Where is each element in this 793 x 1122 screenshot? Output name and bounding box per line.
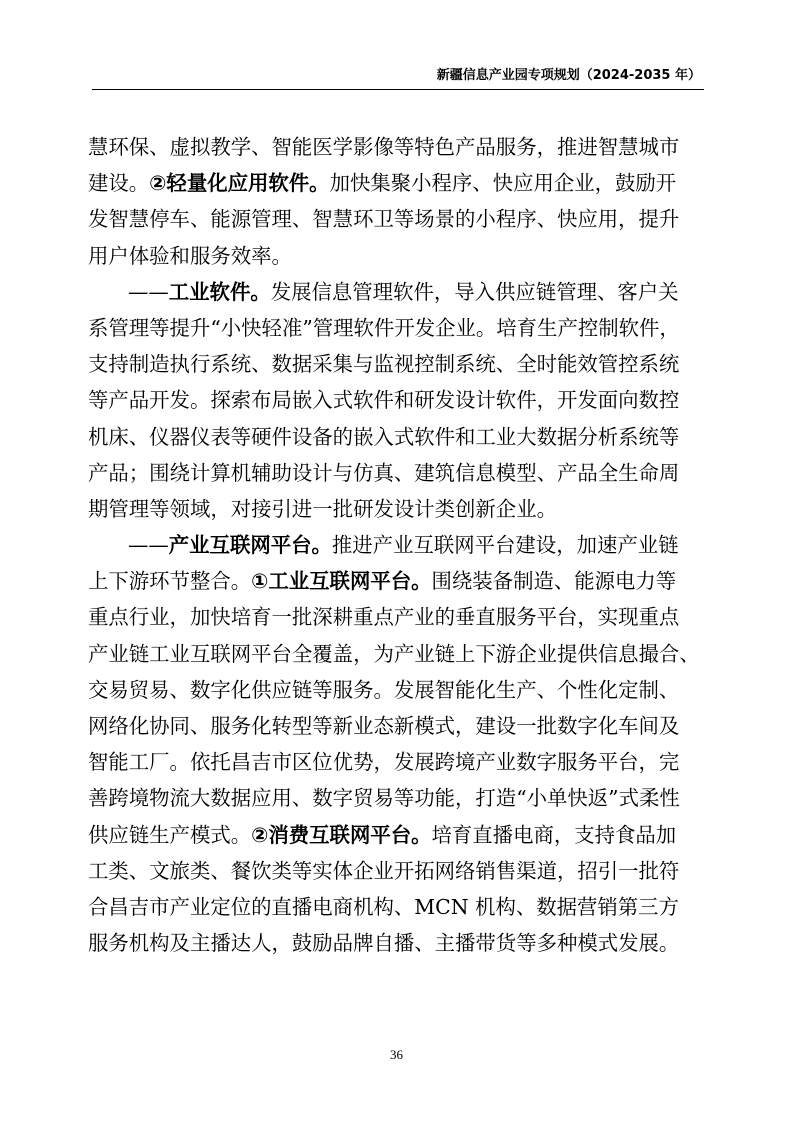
header-rule	[92, 89, 704, 90]
text-run: 加快集聚小程序、快应用企业，鼓励开	[329, 171, 677, 196]
page-header-title: 新疆信息产业园专项规划（2024-2035 年）	[436, 68, 701, 83]
text-run: 慧环保、虚拟教学、智能医学影像等特色产品服务，推进智慧城市	[88, 135, 680, 159]
text-run: 产品；围绕计算机辅助设计与仿真、建筑信息模型、产品全生命周	[88, 460, 680, 485]
body-line	[88, 346, 710, 382]
heading-consumer-internet-platform: ②消费互联网平台。	[251, 822, 432, 847]
body-line	[88, 599, 710, 635]
body-line	[88, 274, 710, 310]
text-run: 供应链生产模式。	[88, 822, 252, 847]
text-run: 推进产业互联网平台建设，加速产业链	[331, 533, 679, 558]
body-line	[88, 563, 710, 599]
text-run: ——	[128, 533, 169, 558]
text-run: 系管理等提升“小快轻准”管理软件开发企业。培育生产控制软件，	[88, 315, 680, 340]
body-line	[88, 201, 710, 237]
text-run: 建设。	[88, 171, 150, 196]
text-run: 发智慧停车、能源管理、智慧环卫等场景的小程序、快应用，提升	[88, 207, 680, 232]
body-line	[88, 853, 710, 889]
text-run: 发展信息管理软件，导入供应链管理、客户关	[270, 279, 679, 304]
text-run: 重点行业，加快培育一批深耕重点产业的垂直服务平台，实现重点	[88, 605, 680, 630]
text-run: 产业链工业互联网平台全覆盖，为产业链上下游企业提供信息撮合、	[88, 641, 700, 666]
text-run: 交易贸易、数字化供应链等服务。发展智能化生产、个性化定制、	[88, 677, 680, 702]
body-line	[88, 419, 710, 455]
text-run: 善跨境物流大数据应用、数字贸易等功能，打造“小单快返”式柔性	[88, 786, 680, 811]
body-line	[88, 780, 710, 816]
body-line	[88, 310, 710, 346]
heading-lightweight-apps: ②轻量化应用软件。	[149, 171, 330, 196]
heading-industrial-software: 工业软件。	[168, 279, 271, 304]
body-line	[88, 744, 710, 780]
text-run: 服务机构及主播达人，鼓励品牌自播、主播带货等多种模式发展。	[88, 931, 680, 956]
text-run: ——	[128, 279, 169, 304]
page-number: 36	[390, 1047, 403, 1062]
body-line	[88, 129, 710, 165]
text-run: 网络化协同、服务化转型等新业态新模式，建设一批数字化车间及	[88, 714, 680, 738]
text-run: 培育直播电商，支持食品加	[431, 822, 677, 847]
body-line	[88, 527, 710, 563]
text-run: 支持制造执行系统、数据采集与监视控制系统、全时能效管控系统	[88, 352, 680, 377]
heading-industrial-internet-platform: 产业互联网平台。	[168, 533, 332, 558]
body-line	[88, 238, 710, 274]
body-line	[88, 455, 710, 491]
text-run: 等产品开发。探索布局嵌入式软件和研发设计软件，开发面向数控	[88, 388, 680, 413]
body-line	[88, 925, 710, 961]
text-run: 用户体验和服务效率。	[88, 243, 292, 268]
body-text	[88, 129, 710, 961]
body-line	[88, 636, 710, 672]
text-run: 合昌吉市产业定位的直播电商机构、MCN 机构、数据营销第三方	[88, 894, 679, 919]
text-run: 工类、文旅类、餐饮类等实体企业开拓网络销售渠道，招引一批符	[88, 858, 680, 883]
text-run: 期管理等领域，对接引进一批研发设计类创新企业。	[88, 496, 557, 521]
text-run: 智能工厂。依托昌吉市区位优势，发展跨境产业数字服务平台，完	[88, 750, 680, 775]
heading-industrial-iot-platform: ①工业互联网平台。	[251, 569, 432, 594]
body-line	[88, 382, 710, 418]
text-run: 上下游环节整合。	[88, 569, 252, 594]
body-line	[88, 889, 710, 925]
body-line	[88, 491, 710, 527]
text-run: 围绕装备制造、能源电力等	[431, 569, 677, 594]
body-line	[88, 165, 710, 201]
body-line	[88, 672, 710, 708]
body-line	[88, 817, 710, 853]
text-run: 机床、仪器仪表等硬件设备的嵌入式软件和工业大数据分析系统等	[88, 424, 680, 449]
body-line	[88, 708, 710, 744]
